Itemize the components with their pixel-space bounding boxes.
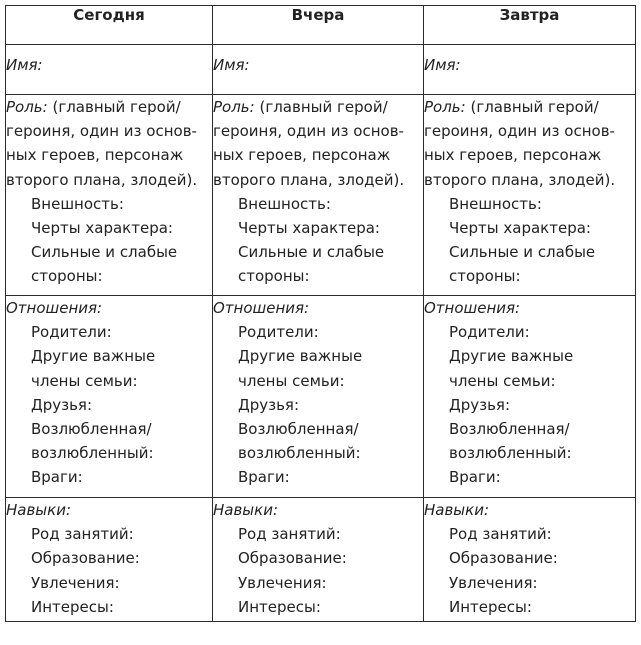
field-other-family: Другие важные: [31, 347, 156, 366]
field-beloved-cont: возлюбленный:: [31, 444, 154, 463]
column-header-yesterday: Вчера: [213, 6, 424, 45]
skills-row: [6, 498, 636, 622]
role-label: Роль:: [424, 98, 466, 116]
role-text-line: (главный герой/: [465, 98, 599, 116]
role-text-line: второго плана, злодей).: [213, 170, 405, 189]
field-appearance: Внешность:: [31, 194, 124, 213]
role-row: [6, 95, 636, 296]
relations-label: Отношения:: [213, 299, 310, 317]
role-text-line: ных героев, персонаж: [6, 146, 184, 165]
role-cell-today: [6, 95, 213, 296]
skills-cell-today: [6, 498, 213, 622]
skills-cell-yesterday: [213, 498, 424, 622]
role-text-line: ных героев, персонаж: [213, 146, 391, 165]
field-friends: Друзья:: [238, 395, 300, 414]
relations-cell-today: [6, 296, 213, 498]
field-enemies: Враги:: [238, 468, 290, 487]
field-other-family-cont: члены семьи:: [449, 371, 556, 390]
role-text-line: героиня, один из основ-: [213, 122, 404, 141]
field-education: Образование:: [238, 549, 347, 568]
relations-label: Отношения:: [6, 299, 103, 317]
skills-label: Навыки:: [213, 501, 279, 519]
field-interests: Интересы:: [31, 597, 114, 616]
name-label: Имя:: [6, 56, 43, 74]
name-cell-tomorrow: [424, 45, 636, 95]
role-cell-yesterday: [213, 95, 424, 296]
field-beloved: Возлюбленная/: [238, 420, 359, 439]
field-occupation: Род занятий:: [31, 525, 134, 544]
field-strengths-weaknesses-cont: стороны:: [449, 267, 521, 286]
name-row: [6, 45, 636, 95]
column-header-tomorrow: Завтра: [424, 6, 636, 45]
field-education: Образование:: [31, 549, 140, 568]
column-header-today: Сегодня: [6, 6, 213, 45]
field-character-traits: Черты характера:: [238, 219, 380, 238]
field-interests: Интересы:: [449, 597, 532, 616]
role-text-line: (главный герой/: [254, 98, 388, 116]
field-other-family-cont: члены семьи:: [31, 371, 138, 390]
field-character-traits: Черты характера:: [31, 219, 173, 238]
field-hobbies: Увлечения:: [31, 573, 120, 592]
name-cell-today: [6, 45, 213, 95]
field-other-family: Другие важные: [449, 347, 574, 366]
field-beloved: Возлюбленная/: [449, 420, 570, 439]
header-row: [6, 6, 636, 45]
skills-label: Навыки:: [6, 501, 72, 519]
field-enemies: Враги:: [449, 468, 501, 487]
field-strengths-weaknesses-cont: стороны:: [31, 267, 103, 286]
field-friends: Друзья:: [449, 395, 511, 414]
field-occupation: Род занятий:: [449, 525, 552, 544]
field-strengths-weaknesses-cont: стороны:: [238, 267, 310, 286]
field-beloved-cont: возлюбленный:: [238, 444, 361, 463]
field-hobbies: Увлечения:: [238, 573, 327, 592]
role-text-line: второго плана, злодей).: [6, 170, 198, 189]
field-enemies: Враги:: [31, 468, 83, 487]
name-cell-yesterday: [213, 45, 424, 95]
skills-label: Навыки:: [424, 501, 490, 519]
field-strengths-weaknesses: Сильные и слабые: [238, 243, 385, 262]
character-profile-table: [5, 5, 636, 622]
field-character-traits: Черты характера:: [449, 219, 591, 238]
field-parents: Родители:: [449, 323, 530, 342]
role-text-line: ных героев, персонаж: [424, 146, 602, 165]
field-education: Образование:: [449, 549, 558, 568]
relations-cell-yesterday: [213, 296, 424, 498]
role-label: Роль:: [6, 98, 48, 116]
field-friends: Друзья:: [31, 395, 93, 414]
skills-cell-tomorrow: [424, 498, 636, 622]
relations-label: Отношения:: [424, 299, 521, 317]
field-appearance: Внешность:: [238, 194, 331, 213]
field-interests: Интересы:: [238, 597, 321, 616]
role-text-line: героиня, один из основ-: [6, 122, 197, 141]
field-parents: Родители:: [31, 323, 112, 342]
role-cell-tomorrow: [424, 95, 636, 296]
role-label: Роль:: [213, 98, 255, 116]
field-occupation: Род занятий:: [238, 525, 341, 544]
field-appearance: Внешность:: [449, 194, 542, 213]
role-text-line: (главный герой/: [47, 98, 181, 116]
field-other-family: Другие важные: [238, 347, 363, 366]
role-text-line: второго плана, злодей).: [424, 170, 616, 189]
relations-cell-tomorrow: [424, 296, 636, 498]
field-strengths-weaknesses: Сильные и слабые: [449, 243, 596, 262]
name-label: Имя:: [213, 56, 250, 74]
field-parents: Родители:: [238, 323, 319, 342]
field-beloved-cont: возлюбленный:: [449, 444, 572, 463]
relations-row: [6, 296, 636, 498]
field-beloved: Возлюбленная/: [31, 420, 152, 439]
name-label: Имя:: [424, 56, 461, 74]
field-strengths-weaknesses: Сильные и слабые: [31, 243, 178, 262]
field-hobbies: Увлечения:: [449, 573, 538, 592]
field-other-family-cont: члены семьи:: [238, 371, 345, 390]
role-text-line: героиня, один из основ-: [424, 122, 615, 141]
